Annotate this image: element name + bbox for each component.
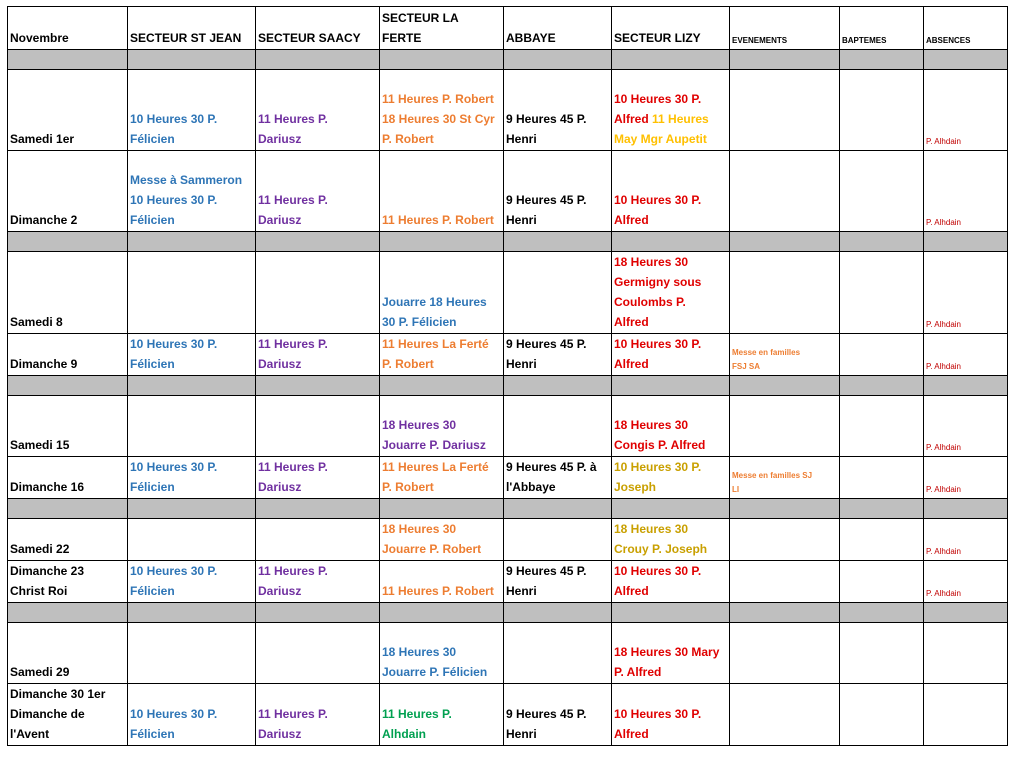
cell-line: 11 Heures La Ferté [382,460,489,474]
cell-line: Coulombs P. [614,295,686,309]
st-jean-cell [128,252,256,334]
header-month: Novembre [8,7,128,50]
cell-line: 11 Heures P. Robert [382,92,494,106]
table-row [8,252,1008,334]
evenements-cell [730,334,840,376]
header-evenements: EVENEMENTS [730,7,840,50]
header-lizy: SECTEUR LIZY [612,7,730,50]
day-cell: Samedi 29 [8,623,128,684]
day-cell: Samedi 8 [8,252,128,334]
baptemes-cell [840,151,924,232]
cell-line: 10 Heures 30 P. [130,193,218,207]
baptemes-cell [840,252,924,334]
absence-cell: P. Alhdain [924,396,1008,457]
lizy-cell [612,396,730,457]
cell-line: Crouy P. Joseph [614,542,708,556]
cell-line: 10 Heures 30 P. [614,707,702,721]
evenements-cell [730,561,840,603]
header-la-ferte-line2: FERTE [382,31,422,45]
header-st-jean: SECTEUR ST JEAN [128,7,256,50]
day-cell [8,561,128,603]
cell-line: 11 Heures P. [258,460,328,474]
absence-cell [924,623,1008,684]
abbaye-cell [504,334,612,376]
separator-row [8,50,1008,70]
header-la-ferte [380,7,504,50]
cell-line: 10 Heures 30 P. [614,460,702,474]
absence-cell: P. Alhdain [924,151,1008,232]
table-row [8,684,1008,746]
cell-line: Alfred [614,213,649,227]
lizy-cell [612,519,730,561]
lizy-cell [612,70,730,151]
cell-line: 11 Heures P. Robert [382,213,494,227]
cell-line: Félicien [130,480,175,494]
day-cell: Samedi 22 [8,519,128,561]
la-ferte-cell [380,252,504,334]
cell-line: LI [732,485,740,494]
cell-line: 9 Heures 45 P. [506,337,587,351]
cell-line: 10 Heures 30 P. [130,707,218,721]
baptemes-cell [840,561,924,603]
cell-line: 18 Heures 30 St Cyr [382,112,495,126]
cell-line: Alfred [614,584,649,598]
st-jean-cell [128,151,256,232]
absence-cell: P. Alhdain [924,252,1008,334]
abbaye-cell [504,519,612,561]
day-cell: Samedi 1er [8,70,128,151]
separator-row [8,376,1008,396]
cell-line: Jouarre 18 Heures [382,295,487,309]
cell-line: 11 Heures La Ferté [382,337,489,351]
la-ferte-cell [380,684,504,746]
header-baptemes: BAPTEMES [840,7,924,50]
cell-line: Dimanche 30 1er [10,687,106,701]
cell-line: 10 Heures 30 P. [130,564,218,578]
st-jean-cell [128,561,256,603]
evenements-cell [730,70,840,151]
cell-line: Jouarre P. Félicien [382,665,488,679]
cell-line: 9 Heures 45 P. [506,564,587,578]
cell-line: Dariusz [258,480,302,494]
abbaye-cell [504,70,612,151]
cell-line: 18 Heures 30 [382,645,457,659]
absence-cell [924,684,1008,746]
st-jean-cell [128,70,256,151]
abbaye-cell [504,151,612,232]
cell-line: Henri [506,213,537,227]
separator-row [8,499,1008,519]
saacy-cell [256,623,380,684]
cell-line: Henri [506,132,537,146]
cell-line: P. Alfred [614,665,662,679]
absence-cell: P. Alhdain [924,334,1008,376]
cell-line: Christ Roi [10,584,68,598]
table-row [8,151,1008,232]
table-row [8,519,1008,561]
evenements-cell [730,623,840,684]
cell-line: 11 Heures P. [258,707,328,721]
cell-line: 9 Heures 45 P. à [506,460,597,474]
schedule-wrapper [7,6,1008,746]
cell-line: P. Robert [382,480,434,494]
cell-line: Dimanche 23 [10,564,85,578]
st-jean-cell [128,457,256,499]
table-row [8,70,1008,151]
cell-line: 18 Heures 30 [614,255,689,269]
cell-line: Dariusz [258,727,302,741]
cell-line: 11 Heures P. [258,564,328,578]
cell-line: Congis P. Alfred [614,438,706,452]
st-jean-cell [128,519,256,561]
cell-line: Dariusz [258,584,302,598]
cell-line: 10 Heures 30 P. [614,92,702,106]
cell-line: 18 Heures 30 Mary [614,645,720,659]
saacy-cell [256,457,380,499]
abbaye-cell [504,396,612,457]
lizy-cell [612,684,730,746]
lizy-cell [612,623,730,684]
baptemes-cell [840,396,924,457]
la-ferte-cell [380,334,504,376]
cell-line: 11 Heures P. [258,337,328,351]
cell-line: Alfred [614,357,649,371]
absence-cell: P. Alhdain [924,561,1008,603]
lizy-cell [612,252,730,334]
cell-line: 10 Heures 30 P. [130,460,218,474]
baptemes-cell [840,519,924,561]
baptemes-cell [840,623,924,684]
st-jean-cell [128,684,256,746]
separator-row [8,232,1008,252]
st-jean-cell [128,623,256,684]
cell-line: 18 Heures 30 [382,418,457,432]
header-absences: ABSENCES [924,7,1008,50]
cell-line: Félicien [130,727,175,741]
cell-line: Dariusz [258,357,302,371]
la-ferte-cell [380,623,504,684]
header-saacy: SECTEUR SAACY [256,7,380,50]
cell-line: Félicien [130,357,175,371]
cell-line: Dariusz [258,132,302,146]
cell-line: Alfred [614,727,649,741]
table-row [8,561,1008,603]
cell-line: 9 Heures 45 P. [506,112,587,126]
la-ferte-cell [380,70,504,151]
abbaye-cell [504,684,612,746]
cell-line: 10 Heures 30 P. [130,337,218,351]
separator-row [8,603,1008,623]
cell-line: l'Abbaye [506,480,556,494]
table-row [8,457,1008,499]
saacy-cell [256,561,380,603]
evenements-cell [730,684,840,746]
mass-schedule-table [7,6,1008,746]
day-cell: Dimanche 2 [8,151,128,232]
cell-line: Félicien [130,584,175,598]
cell-text: Alfred [614,112,649,126]
cell-line: Félicien [130,132,175,146]
absence-cell: P. Alhdain [924,457,1008,499]
saacy-cell [256,151,380,232]
cell-line: FSJ SA [732,362,761,371]
day-cell: Dimanche 9 [8,334,128,376]
header-abbaye: ABBAYE [504,7,612,50]
abbaye-cell [504,252,612,334]
cell-line: Germigny sous [614,275,702,289]
lizy-cell [612,151,730,232]
evenements-cell [730,396,840,457]
cell-line: 9 Heures 45 P. [506,193,587,207]
table-row [8,334,1008,376]
cell-line: 10 Heures 30 P. [614,337,702,351]
la-ferte-cell [380,519,504,561]
header-row [8,7,1008,50]
baptemes-cell [840,70,924,151]
absence-cell: P. Alhdain [924,519,1008,561]
cell-line: 11 Heures P. [258,193,328,207]
st-jean-cell [128,396,256,457]
cell-text: 11 Heures [652,112,709,126]
saacy-cell [256,334,380,376]
cell-line: 30 P. Félicien [382,315,457,329]
cell-line: 18 Heures 30 [382,522,457,536]
cell-line: 10 Heures 30 P. [130,112,218,126]
saacy-cell [256,684,380,746]
la-ferte-cell [380,457,504,499]
baptemes-cell [840,457,924,499]
evenements-cell [730,252,840,334]
table-row [8,396,1008,457]
lizy-cell [612,334,730,376]
absence-cell: P. Alhdain [924,70,1008,151]
cell-line: Dimanche de [10,707,85,721]
cell-line: Messe en familles [732,348,801,357]
baptemes-cell [840,334,924,376]
cell-line: 18 Heures 30 [614,418,689,432]
saacy-cell [256,396,380,457]
header-la-ferte-line1: SECTEUR LA [382,11,459,25]
cell-line: P. Robert [382,357,434,371]
cell-line: 18 Heures 30 [614,522,689,536]
cell-line: Henri [506,584,537,598]
cell-line: Félicien [130,213,175,227]
baptemes-cell [840,684,924,746]
la-ferte-cell [380,396,504,457]
cell-line: 11 Heures P. [258,112,328,126]
evenements-cell [730,151,840,232]
table-row [8,623,1008,684]
cell-line: 9 Heures 45 P. [506,707,587,721]
cell-line: 10 Heures 30 P. [614,193,702,207]
cell-line: Dariusz [258,213,302,227]
saacy-cell [256,519,380,561]
day-cell [8,684,128,746]
abbaye-cell [504,561,612,603]
cell-line: Jouarre P. Dariusz [382,438,486,452]
cell-line: l'Avent [10,727,50,741]
cell-line: Messe en familles SJ [732,471,813,480]
la-ferte-cell [380,151,504,232]
cell-line: Jouarre P. Robert [382,542,482,556]
cell-line: Alfred [614,315,649,329]
day-cell: Dimanche 16 [8,457,128,499]
cell-line: Messe à Sammeron [130,173,243,187]
cell-line [614,109,727,129]
day-cell: Samedi 15 [8,396,128,457]
evenements-cell [730,457,840,499]
abbaye-cell [504,623,612,684]
abbaye-cell [504,457,612,499]
cell-line: Alhdain [382,727,426,741]
lizy-cell [612,457,730,499]
cell-line: Joseph [614,480,657,494]
st-jean-cell [128,334,256,376]
saacy-cell [256,252,380,334]
saacy-cell [256,70,380,151]
cell-line: May Mgr Aupetit [614,132,707,146]
cell-line: Henri [506,727,537,741]
cell-line: 11 Heures P. Robert [382,584,494,598]
la-ferte-cell [380,561,504,603]
evenements-cell [730,519,840,561]
cell-line: 11 Heures P. [382,707,452,721]
cell-line: P. Robert [382,132,434,146]
cell-line: 10 Heures 30 P. [614,564,702,578]
lizy-cell [612,561,730,603]
cell-line: Henri [506,357,537,371]
